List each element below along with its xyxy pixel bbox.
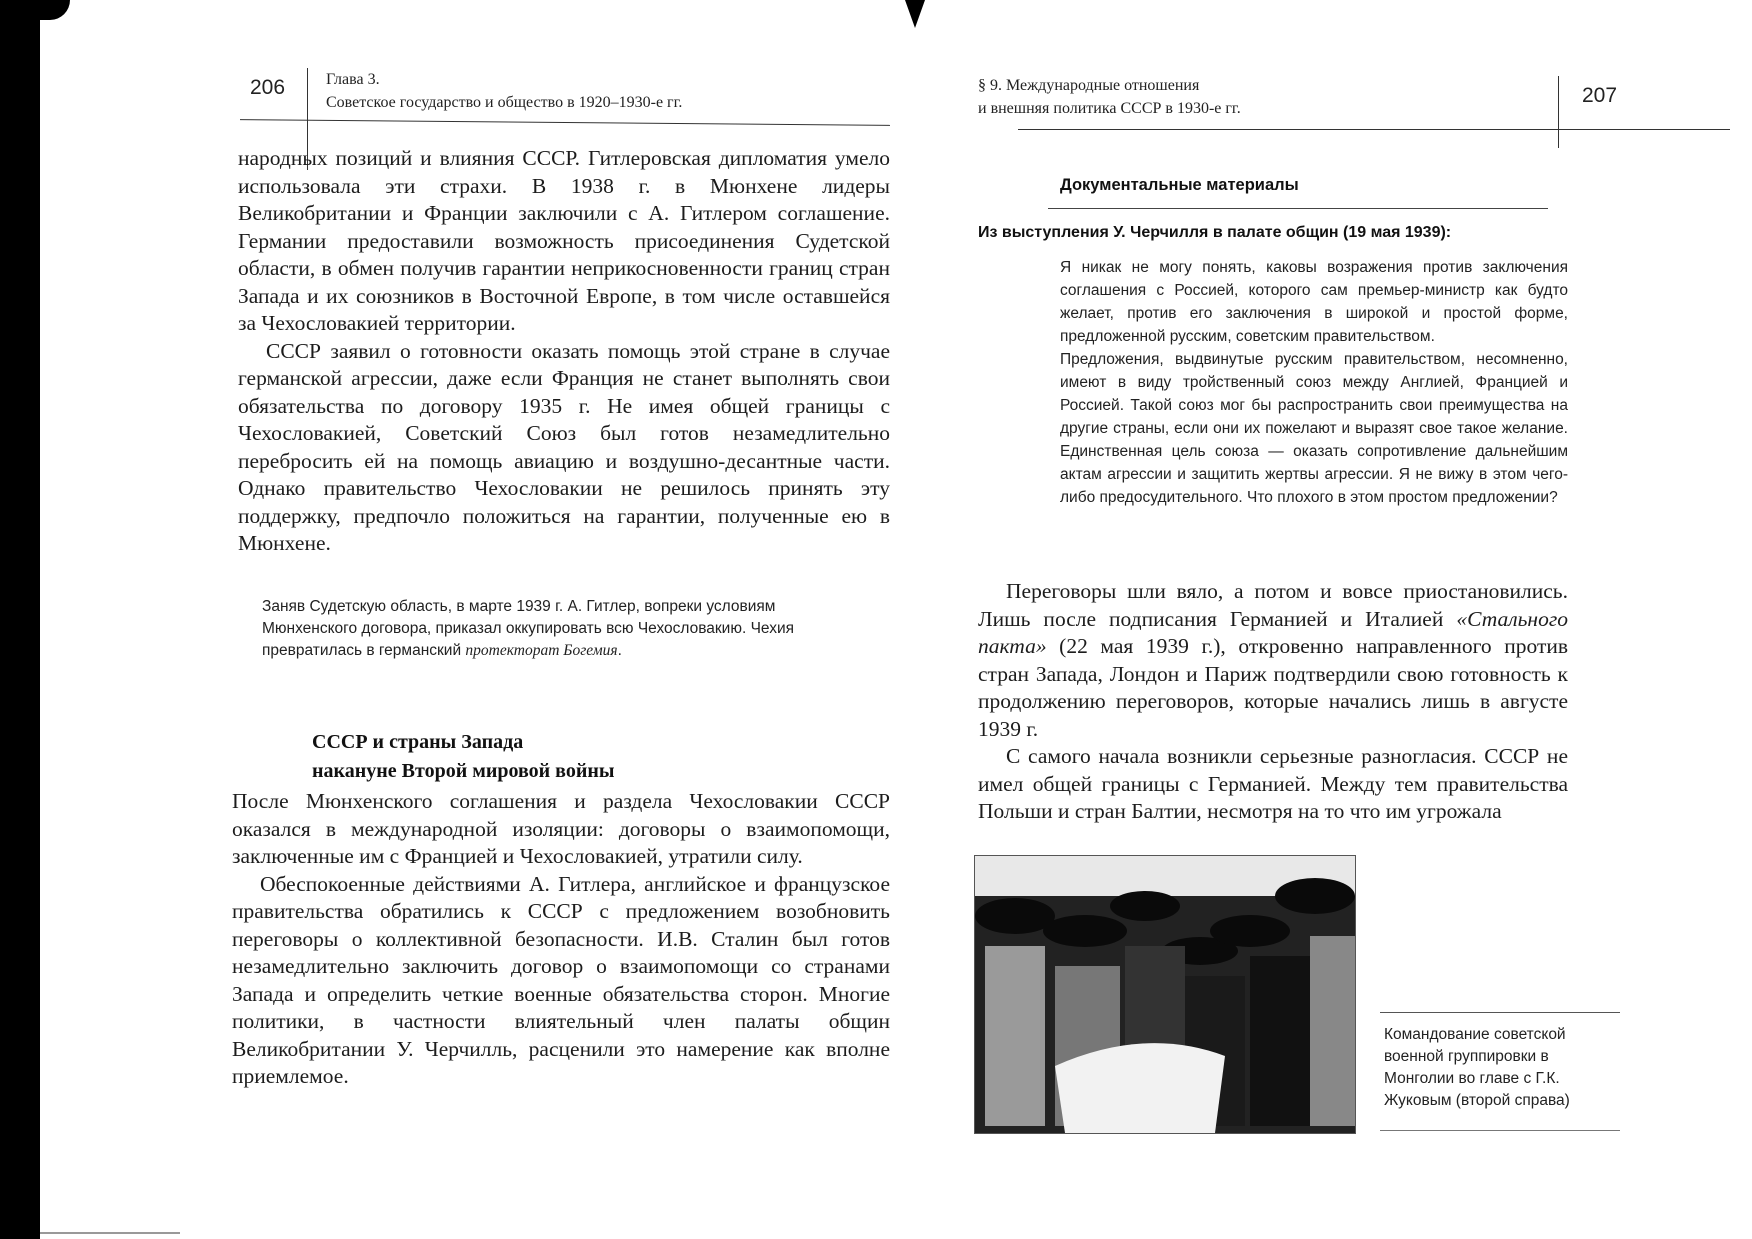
paragraph: После Мюнхенского соглашения и раздела Чехословакии СССР оказался в международной изоляции: договоры о взаимопомощи, заключенные им с Францией и Чехословакией, утратили силу. — [232, 789, 890, 868]
page-number: 206 — [250, 76, 286, 99]
photo-caption: Командование советской военной группировки в Монголии во главе с Г.К. Жуковым (второй справа) — [1384, 1026, 1570, 1109]
left-page — [40, 0, 900, 1239]
header-rule — [1018, 129, 1730, 130]
paragraph: народных позиций и влияния СССР. Гитлеровская дипломатия умело использовала эти страхи. В 1938 г. в Мюнхене лидеры Великобритании и Франции заключили с А. Гитлером соглашение. Германии предоставили возможность присоединения Судетской области, в обмен получив гарантии неприкосновенности границ стран Запада и их союзников в Восточной Европе, в том числе оставшейся за Чехословакией территории. — [238, 146, 890, 335]
document-source: Из выступления У. Черчилля в палате общин (19 мая 1939): — [978, 224, 1452, 241]
running-head — [326, 68, 682, 114]
quote-paragraph: Я никак не могу понять, каковы возражения против заключения соглашения с Россией, которого сам премьер-министр как будто желает, против его заключения в широкой и простой форме, предложенной русским, советским правительством. — [1060, 259, 1568, 345]
photo — [974, 855, 1356, 1134]
paragraph: СССР заявил о готовности оказать помощь этой стране в случае германской агрессии, даже если Франция не станет выполнять свои обязательства по договору 1935 г. Не имея общей границы с Чехословакией, Советский Союз был готов незамедлительно перебросить ей на помощь авиацию и воздушно-десантные части. Однако правительство Чехословакии не решилось принять эту поддержку, предпочло положиться на гарантии, полученные ею в Мюнхене. — [238, 338, 890, 555]
side-note-emphasis: протекторат Богемия — [465, 642, 618, 659]
paragraph: Обеспокоенные действиями А. Гитлера, английское и французское правительства обратились к СССР с предложением возобновить переговоры о коллективной безопасности. И.В. Сталин был готов незамедлительно заключить договор о взаимопомощи со странами Запада и определить четкие военные обязательства сторон. Многие политики, в частности влиятельный член палаты общин Великобритании У. Черчилль, расценили это намерение как вполне приемлемое. — [232, 871, 890, 1088]
section-heading: СССР и страны Запада накануне Второй мировой войны — [312, 731, 615, 782]
scan-edge-left — [0, 0, 40, 1239]
body-text — [238, 145, 890, 558]
running-head-chapter: Глава 3. — [326, 71, 380, 88]
page-number: 207 — [1582, 84, 1618, 107]
paragraph: С самого начала возникли серьезные разногласия. СССР не имел общей границы с Германией. Между тем правительства Польши и стран Балтии, несмотря на то что им угрожала — [978, 744, 1568, 823]
photo-image-icon — [975, 856, 1355, 1133]
body-text — [978, 578, 1568, 826]
running-head-title: и внешняя политика СССР в 1930-е гг. — [978, 100, 1241, 117]
documents-rule — [1048, 208, 1548, 209]
paragraph: Переговоры шли вяло, а потом и вовсе приостановились. Лишь после подписания Германией и Италией «Стального пакта» (22 мая 1939 г.), откровенно направленного против стран Запада, Лондон и Париж подтвердили свою готовность к продолжению переговоров, которые начались лишь в августе 1939 г. — [978, 579, 1568, 741]
caption-rule-top — [1380, 1012, 1620, 1013]
running-head — [978, 74, 1241, 120]
caption-rule-bottom — [1380, 1130, 1620, 1131]
section-body — [232, 788, 890, 1091]
running-head-title: Советское государство и общество в 1920–1930-е гг. — [326, 94, 683, 111]
quote-paragraph: Предложения, выдвинутые русским правительством, несомненно, имеют в виду тройственный союз между Англией, Францией и Россией. Такой союз мог бы распространить свои преимущества на другие страны, если они их пожелают и выразят свое такое желание. Единственная цель союза — оказать сопротивление дальнейшим актам агрессии и защитить жертвы агрессии. Я не вижу в этом чего-либо предосудительного. Что плохого в этом простом предложении? — [1060, 351, 1568, 506]
header-divider — [1558, 76, 1559, 148]
documents-heading: Документальные материалы — [1060, 176, 1299, 194]
side-note: Заняв Судетскую область, в марте 1939 г. А. Гитлер, вопреки условиям Мюнхенского договора, приказал оккупировать всю Чехословакию. Чехия превратилась в германский протекторат Богемия. — [262, 598, 794, 659]
running-head-section: § 9. Международные отношения — [978, 77, 1200, 94]
header-rule — [240, 119, 890, 126]
right-page — [920, 0, 1752, 1239]
emphasis: «Стального пакта» — [978, 606, 1568, 658]
document-quote — [1060, 256, 1568, 509]
